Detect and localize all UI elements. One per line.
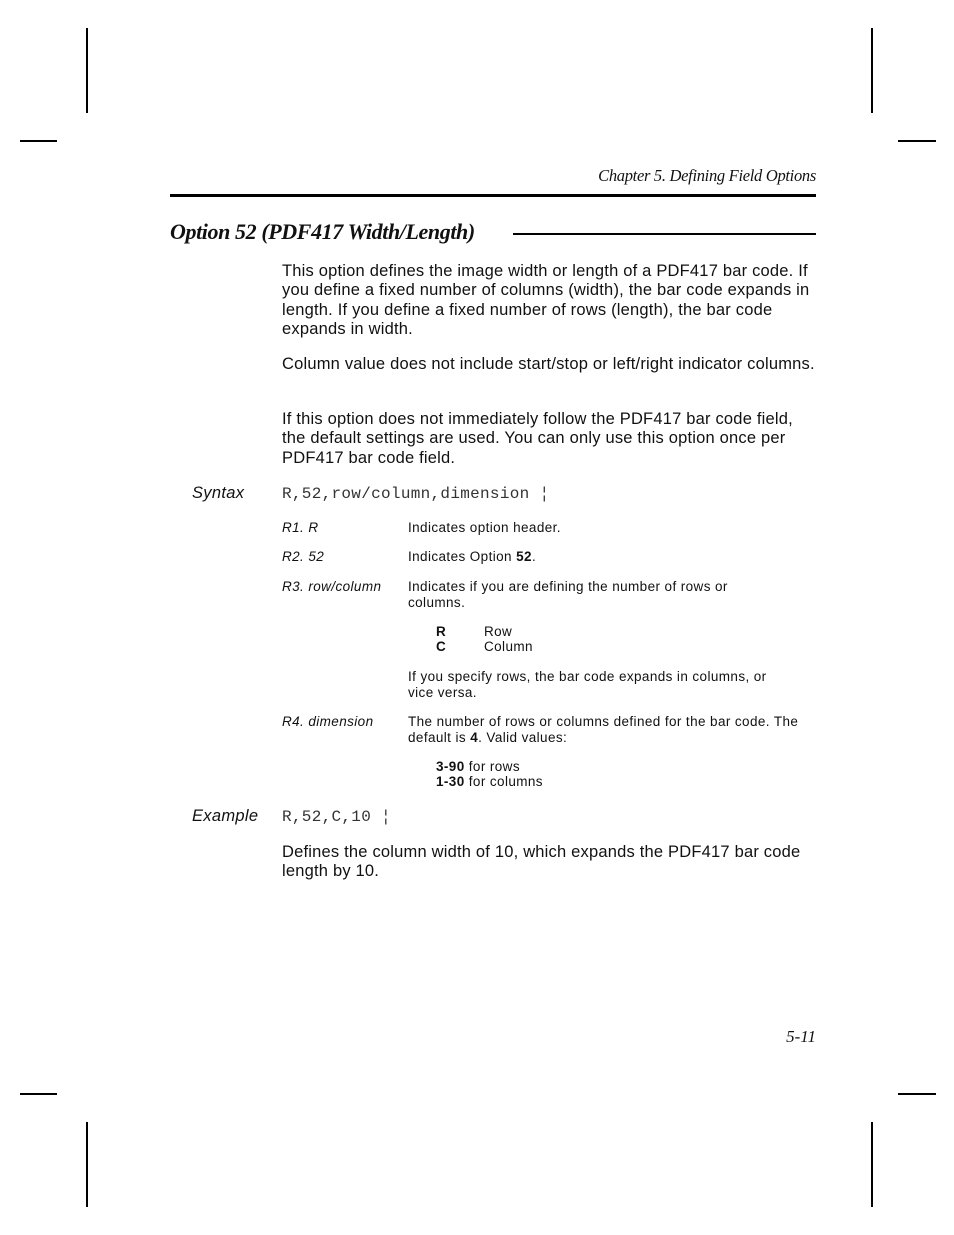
- param-r3-note: If you specify rows, the bar code expands in columns, or vice versa.: [408, 669, 767, 700]
- param-r1-name: R1. R: [282, 520, 319, 535]
- range-columns-value: 1-30: [436, 774, 465, 789]
- crop-mark-top-right-horizontal: [898, 140, 936, 142]
- page-number: 5-11: [786, 1027, 816, 1046]
- param-r3-desc: Indicates if you are defining the number of rows or columns.: [408, 579, 728, 610]
- param-r2-desc-prefix: Indicates Option: [408, 549, 517, 564]
- param-r2-desc: [408, 549, 816, 565]
- title-rule: [513, 233, 816, 235]
- option-value-column: Column: [484, 639, 533, 654]
- param-r2-desc-suffix: .: [531, 549, 537, 564]
- param-r4-desc-bold: 4: [470, 729, 479, 745]
- example-code: R,52,C,10 ¦: [282, 808, 391, 826]
- intro-paragraph: This option defines the image width or length of a PDF417 bar code. If you define a fixed number of columns (width), the bar code expands in length. If you define a fixed number of rows (length), the bar code expands in width.: [282, 262, 810, 338]
- header-rule: [170, 194, 816, 197]
- crop-mark-bottom-right-horizontal: [898, 1093, 936, 1095]
- example-label: Example: [192, 807, 259, 825]
- option-key-r: R: [436, 624, 446, 639]
- param-r4-desc-suffix: . Valid values:: [478, 729, 568, 745]
- crop-mark-top-right-vertical: [871, 28, 873, 113]
- param-r2-name: R2. 52: [282, 549, 325, 564]
- syntax-code: R,52,row/column,dimension ¦: [282, 485, 550, 503]
- running-head: Chapter 5. Defining Field Options: [598, 166, 816, 185]
- param-r3-name: R3. row/column: [282, 579, 382, 594]
- syntax-label: Syntax: [192, 484, 245, 502]
- param-r4-desc-prefix: The number of rows or columns defined for the bar code. The default is: [408, 714, 799, 745]
- range-rows-value: 3-90: [436, 759, 465, 774]
- param-r2-desc-bold: 52: [516, 549, 532, 564]
- range-columns-label: for columns: [464, 774, 543, 789]
- crop-mark-top-left-vertical: [86, 28, 88, 113]
- param-r1-desc: Indicates option header.: [408, 520, 561, 535]
- default-settings-paragraph: If this option does not immediately follow the PDF417 bar code field, the default settings are used. You can only use this option once per PDF417 bar code field.: [282, 410, 793, 467]
- crop-mark-top-left-horizontal: [20, 140, 57, 142]
- option-value-row: Row: [484, 624, 513, 639]
- crop-mark-bottom-left-horizontal: [20, 1093, 57, 1095]
- range-rows-label: for rows: [464, 759, 520, 774]
- param-r4-desc: [408, 714, 816, 745]
- section-title: Option 52 (PDF417 Width/Length): [170, 219, 475, 244]
- example-description: Defines the column width of 10, which expands the PDF417 bar code length by 10.: [282, 843, 801, 881]
- crop-mark-bottom-left-vertical: [86, 1122, 88, 1207]
- crop-mark-bottom-right-vertical: [871, 1122, 873, 1207]
- param-r4-name: R4. dimension: [282, 714, 374, 729]
- column-note-paragraph: Column value does not include start/stop or left/right indicator columns.: [282, 355, 815, 373]
- option-key-c: C: [436, 639, 446, 654]
- section-title-row: [170, 219, 816, 249]
- range-rows: [436, 759, 520, 774]
- range-columns: [436, 774, 543, 789]
